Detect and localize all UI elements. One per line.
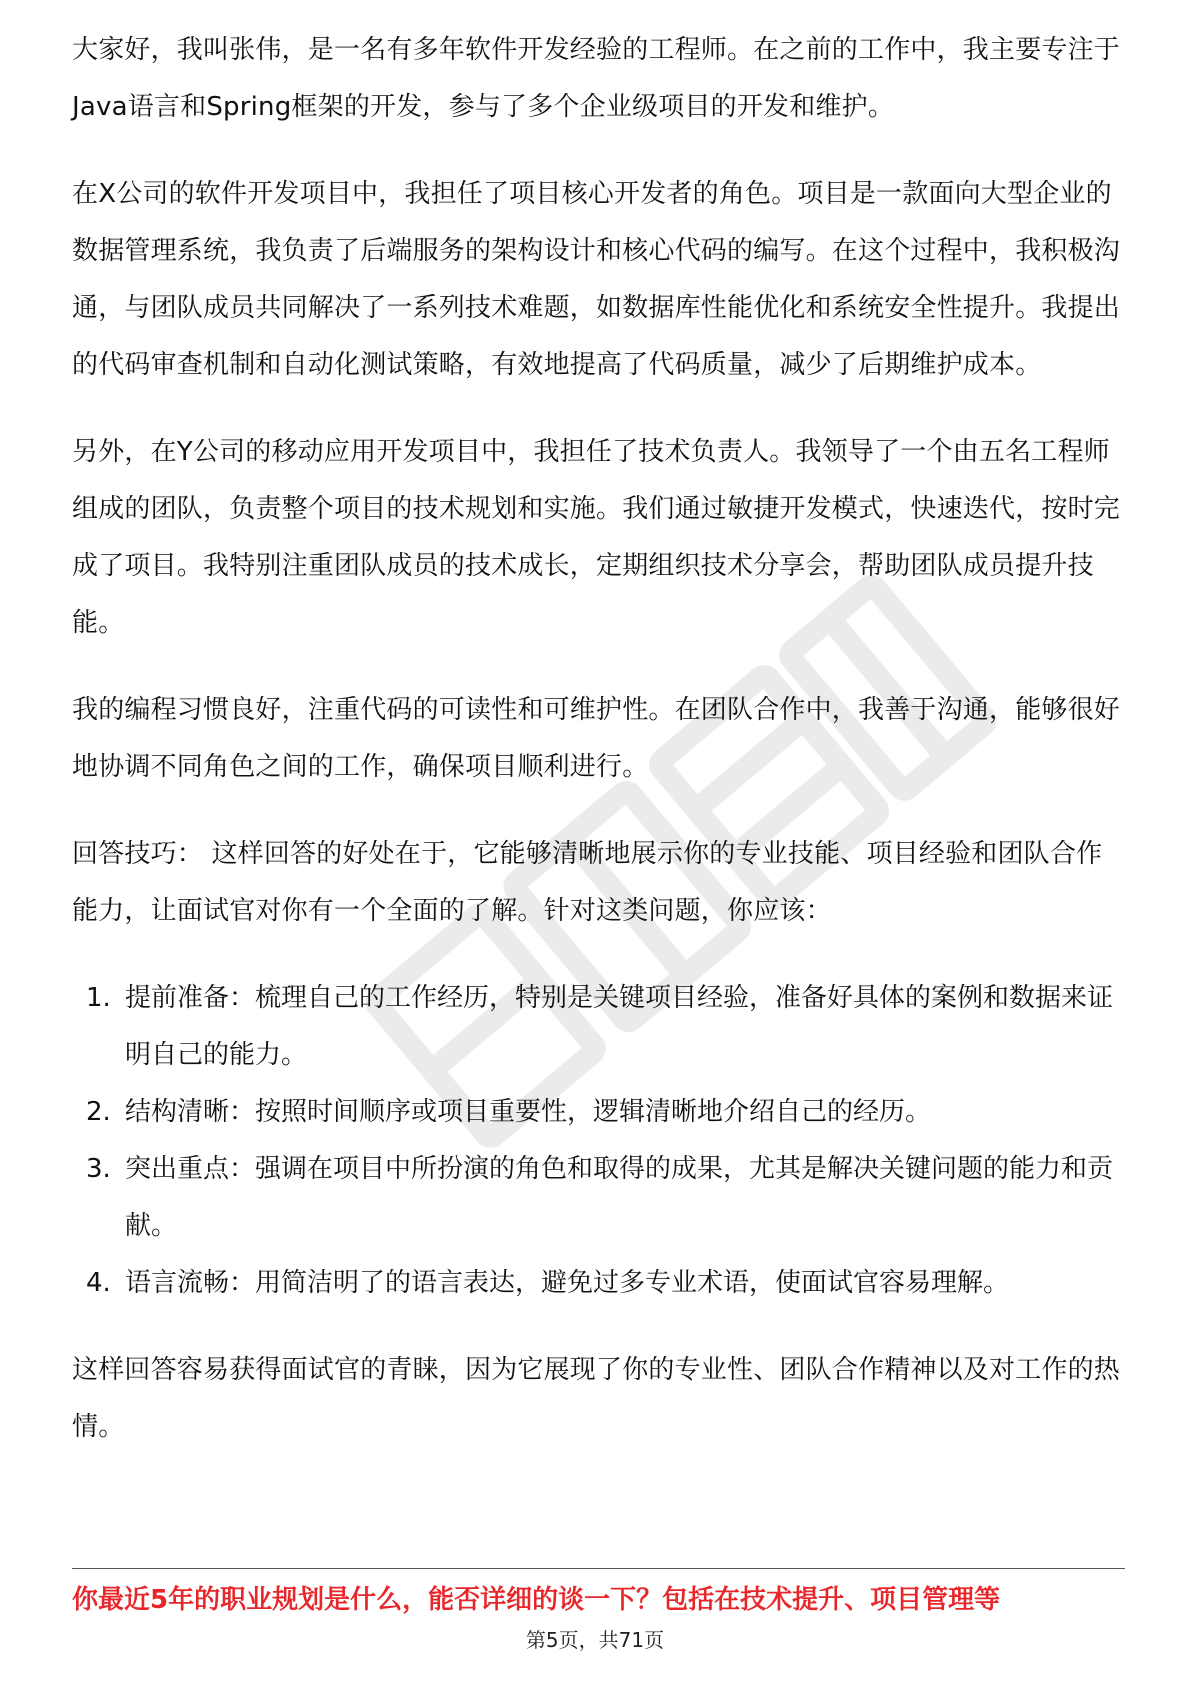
- document-body: [72, 22, 1122, 1486]
- project-x-paragraph: 在X公司的软件开发项目中，我担任了项目核心开发者的角色。项目是一款面向大型企业的数据管理系统，我负责了后端服务的架构设计和核心代码的编写。在这个过程中，我积极沟通，与团队成员共同解决了一系列技术难题，如数据库性能优化和系统安全性提升。我提出的代码审查机制和自动化测试策略，有效地提高了代码质量，减少了后期维护成本。: [72, 179, 1121, 380]
- list-item: [72, 1141, 1122, 1255]
- next-question-heading: 你最近5年的职业规划是什么，能否详细的谈一下？包括在技术提升、项目管理等: [72, 1585, 1001, 1615]
- list-item-text: 语言流畅：用简洁明了的语言表达，避免过多专业术语，使面试官容易理解。: [125, 1268, 1010, 1298]
- list-item-text: 提前准备：梳理自己的工作经历，特别是关键项目经验，准备好具体的案例和数据来证明自己的能力。: [125, 983, 1114, 1070]
- list-item-text: 突出重点：强调在项目中所扮演的角色和取得的成果，尤其是解决关键问题的能力和贡献。: [125, 1154, 1114, 1241]
- list-number: 4.: [86, 1268, 111, 1298]
- list-item: [72, 1084, 1122, 1141]
- list-number: 2.: [86, 1097, 111, 1127]
- habits-paragraph: 我的编程习惯良好，注重代码的可读性和可维护性。在团队合作中，我善于沟通，能够很好地协调不同角色之间的工作，确保项目顺利进行。: [72, 695, 1121, 782]
- closing-paragraph: 这样回答容易获得面试官的青睐，因为它展现了你的专业性、团队合作精神以及对工作的热情。: [72, 1355, 1121, 1442]
- project-y-paragraph: 另外，在Y公司的移动应用开发项目中，我担任了技术负责人。我领导了一个由五名工程师组成的团队，负责整个项目的技术规划和实施。我们通过敏捷开发模式，快速迭代，按时完成了项目。我特别注重团队成员的技术成长，定期组织技术分享会，帮助团队成员提升技能。: [72, 437, 1121, 638]
- answer-tips-paragraph: 回答技巧： 这样回答的好处在于，它能够清晰地展示你的专业技能、项目经验和团队合作能力，让面试官对你有一个全面的了解。针对这类问题，你应该：: [72, 839, 1103, 926]
- list-item-text: 结构清晰：按照时间顺序或项目重要性，逻辑清晰地介绍自己的经历。: [125, 1097, 932, 1127]
- list-item: [72, 970, 1122, 1084]
- list-item: [72, 1255, 1122, 1312]
- list-number: 3.: [86, 1154, 111, 1184]
- tips-list: [72, 970, 1122, 1312]
- section-divider: [72, 1568, 1125, 1569]
- intro-paragraph: 大家好，我叫张伟，是一名有多年软件开发经验的工程师。在之前的工作中，我主要专注于Java语言和Spring框架的开发，参与了多个企业级项目的开发和维护。: [72, 35, 1121, 122]
- list-number: 1.: [86, 983, 111, 1013]
- page-number-footer: 第5页，共71页: [525, 1628, 665, 1652]
